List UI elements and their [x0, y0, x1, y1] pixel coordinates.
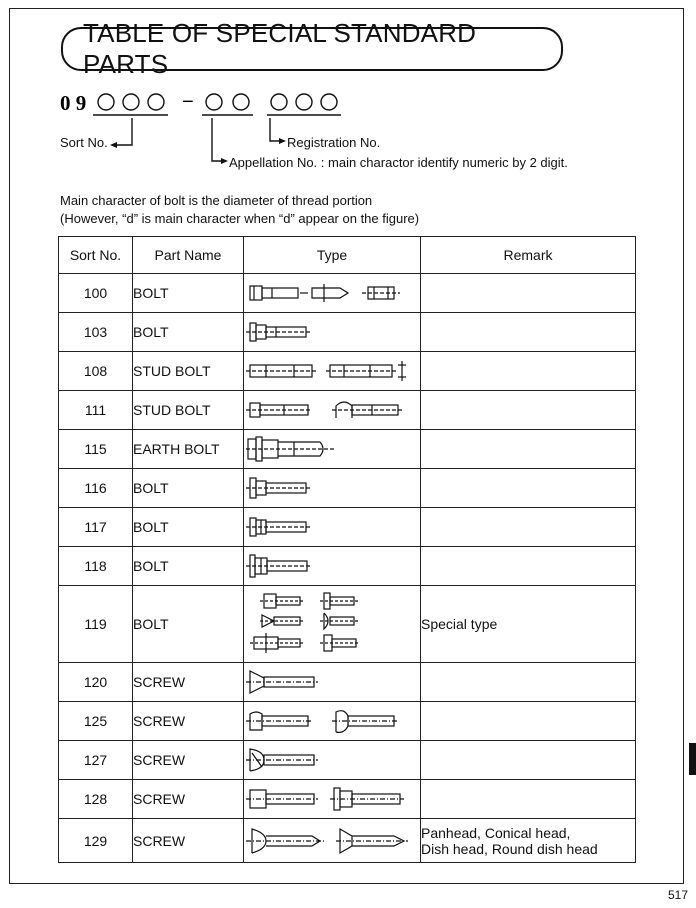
stud-bolt-dimension-icon — [326, 361, 406, 381]
code-digit-circle — [296, 94, 312, 110]
appellation-no-label: Appellation No. : main charactor identify numeric by 2 digit. — [229, 155, 568, 170]
table-row — [59, 508, 636, 547]
row-part-name: SCREW — [133, 780, 244, 819]
conical-head-screw-icon — [336, 829, 408, 853]
table-row — [59, 274, 636, 313]
row-type-cell — [244, 469, 421, 508]
washer-bolt-icon — [246, 518, 310, 536]
washer-bolt-icon — [246, 555, 310, 577]
table-row — [59, 586, 636, 663]
row-sort-no: 117 — [59, 508, 133, 547]
note-line-1: Main character of bolt is the diameter of thread portion — [60, 193, 373, 208]
row-remark — [421, 391, 636, 430]
code-digit-circle — [321, 94, 337, 110]
row-part-name: BOLT — [133, 586, 244, 663]
row-type-cell — [244, 508, 421, 547]
code-digit-circle — [233, 94, 249, 110]
row-remark — [421, 780, 636, 819]
row-part-name: STUD BOLT — [133, 352, 244, 391]
table-row — [59, 663, 636, 702]
row-part-name: STUD BOLT — [133, 391, 244, 430]
note-line-2: (However, “d” is main character when “d” appear on the figure) — [60, 211, 420, 226]
row-part-name: BOLT — [133, 313, 244, 352]
row-sort-no: 116 — [59, 469, 133, 508]
header-remark: Remark — [421, 237, 636, 274]
row-part-name: SCREW — [133, 819, 244, 863]
row-type-cell — [244, 586, 421, 663]
code-dash: − — [182, 91, 194, 113]
table-row — [59, 313, 636, 352]
row-part-name: BOLT — [133, 469, 244, 508]
code-digit-circle — [271, 94, 287, 110]
row-remark — [421, 469, 636, 508]
row-type-cell — [244, 430, 421, 469]
knurled-bolt-icon — [250, 633, 304, 653]
row-type-cell — [244, 780, 421, 819]
pan-head-screw-icon — [246, 712, 312, 730]
row-sort-no: 108 — [59, 352, 133, 391]
row-sort-no: 119 — [59, 586, 133, 663]
row-type-cell — [244, 741, 421, 780]
wing-bolt-icon — [260, 615, 304, 627]
row-type-cell — [244, 313, 421, 352]
t-bolt-icon — [320, 593, 358, 609]
truss-head-screw-icon — [332, 711, 398, 733]
row-part-name: SCREW — [133, 663, 244, 702]
table-row — [59, 391, 636, 430]
header-sort-no: Sort No. — [59, 237, 133, 274]
nut-icon — [362, 287, 400, 299]
table-row — [59, 469, 636, 508]
code-prefix: 0 9 — [60, 91, 87, 115]
row-remark: Special type — [421, 586, 636, 663]
row-type-cell — [244, 391, 421, 430]
table-row — [59, 430, 636, 469]
table-header-row — [59, 237, 636, 274]
row-type-cell — [244, 819, 421, 863]
code-digit-circle — [123, 94, 139, 110]
row-remark — [421, 274, 636, 313]
row-remark — [421, 663, 636, 702]
hex-washer-screw-icon — [330, 788, 404, 810]
row-sort-no: 129 — [59, 819, 133, 863]
row-sort-no: 100 — [59, 274, 133, 313]
row-part-name: BOLT — [133, 547, 244, 586]
sort-no-label: Sort No. — [60, 135, 108, 150]
table-row — [59, 702, 636, 741]
header-type: Type — [244, 237, 421, 274]
table-row — [59, 741, 636, 780]
table-row — [59, 819, 636, 863]
stud-bolt-icon — [246, 365, 316, 377]
row-remark — [421, 313, 636, 352]
row-remark — [421, 352, 636, 391]
round-head-stud-icon — [332, 402, 402, 418]
row-remark — [421, 430, 636, 469]
row-part-name: BOLT — [133, 274, 244, 313]
square-head-bolt-icon — [260, 594, 304, 608]
row-sort-no: 127 — [59, 741, 133, 780]
row-remark — [421, 702, 636, 741]
page-title-text: TABLE OF SPECIAL STANDARD PARTS — [83, 18, 477, 79]
flange-bolt-icon — [246, 323, 310, 341]
row-type-cell — [244, 663, 421, 702]
table-row — [59, 780, 636, 819]
row-type-cell — [244, 547, 421, 586]
hex-bolt-icon — [250, 286, 298, 300]
row-type-cell — [244, 352, 421, 391]
stud-bolt-icon — [246, 403, 312, 417]
washer-head-screw-icon — [246, 790, 318, 808]
registration-no-label: Registration No. — [287, 135, 381, 150]
row-part-name: SCREW — [133, 741, 244, 780]
row-part-name: SCREW — [133, 702, 244, 741]
row-remark — [421, 508, 636, 547]
row-remark: Panhead, Conical head, Dish head, Round dish head — [421, 819, 636, 863]
earth-bolt-icon — [246, 437, 336, 461]
table-row — [59, 352, 636, 391]
page-number: 517 — [668, 888, 689, 902]
thumb-index-tab — [689, 743, 696, 775]
row-sort-no: 115 — [59, 430, 133, 469]
row-sort-no: 111 — [59, 391, 133, 430]
washer-bolt-icon — [246, 478, 310, 498]
code-digit-circle — [148, 94, 164, 110]
row-type-cell — [244, 702, 421, 741]
countersunk-screw-icon — [246, 671, 318, 693]
row-part-name: BOLT — [133, 508, 244, 547]
row-sort-no: 128 — [59, 780, 133, 819]
row-remark — [421, 741, 636, 780]
row-part-name: EARTH BOLT — [133, 430, 244, 469]
table-row — [59, 547, 636, 586]
row-sort-no: 120 — [59, 663, 133, 702]
row-type-cell — [244, 274, 421, 313]
row-sort-no: 125 — [59, 702, 133, 741]
dowel-pin-icon — [312, 284, 348, 302]
tee-bolt-icon — [320, 613, 358, 629]
phillips-head-screw-icon — [246, 749, 318, 771]
parts-table — [58, 236, 636, 863]
panhead-screw-icon — [246, 829, 324, 853]
header-part-name: Part Name — [133, 237, 244, 274]
code-digit-circle — [98, 94, 114, 110]
row-remark — [421, 547, 636, 586]
row-sort-no: 118 — [59, 547, 133, 586]
code-digit-circle — [206, 94, 222, 110]
row-sort-no: 103 — [59, 313, 133, 352]
stepped-bolt-icon — [320, 635, 360, 651]
